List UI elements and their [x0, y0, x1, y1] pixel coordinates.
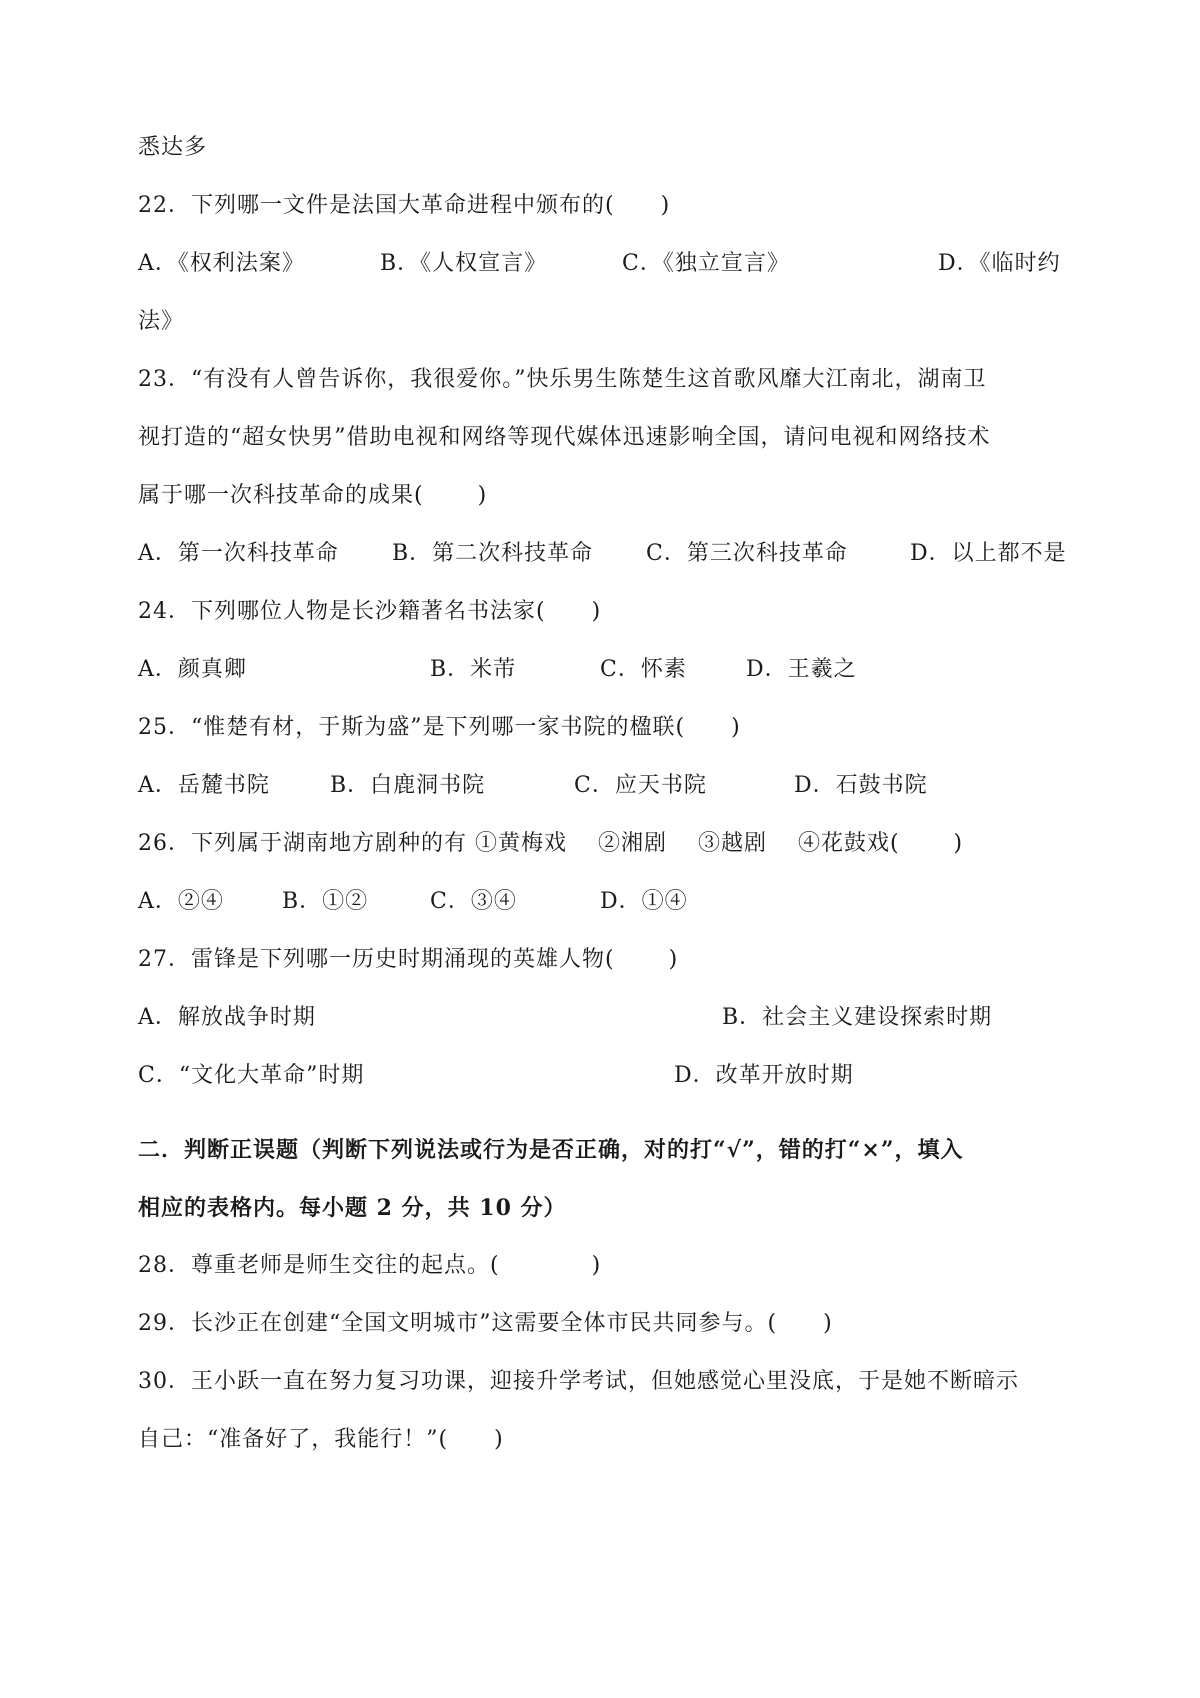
- q26-option-d: D．①④: [600, 889, 688, 914]
- q25-option-c: C．应天书院: [574, 773, 707, 798]
- question-25: 25．“惟楚有材，于斯为盛”是下列哪一家书院的楹联( ): [138, 715, 741, 740]
- text-line: 法》: [138, 309, 185, 334]
- question-30: 30．王小跃一直在努力复习功课，迎接升学考试，但她感觉心里没底，于是她不断暗示: [138, 1369, 1019, 1394]
- q22-option-b: B．《人权宣言》: [380, 251, 548, 276]
- q24-option-d: D．王羲之: [746, 657, 857, 682]
- q27-option-a: A．解放战争时期: [138, 1005, 316, 1030]
- q23-option-c: C．第三次科技革命: [646, 541, 848, 566]
- q25-option-d: D．石鼓书院: [794, 773, 928, 798]
- section-heading: 二．判断正误题（判断下列说法或行为是否正确，对的打“√”，错的打“×”，填入: [138, 1137, 964, 1163]
- q25-option-a: A．岳麓书院: [138, 773, 270, 798]
- q27-option-b: B．社会主义建设探索时期: [722, 1005, 993, 1030]
- q26-option-a: A．②④: [138, 889, 224, 914]
- question-24: 24．下列哪位人物是长沙籍著名书法家( ): [138, 599, 602, 624]
- question-27: 27．雷锋是下列哪一历史时期涌现的英雄人物( ): [138, 947, 679, 972]
- question-22: 22．下列哪一文件是法国大革命进程中颁布的( ): [138, 193, 671, 218]
- q22-option-d: D．《临时约: [938, 251, 1061, 276]
- question-29: 29．长沙正在创建“全国文明城市”这需要全体市民共同参与。( ): [138, 1311, 833, 1336]
- text-line: 视打造的“超女快男”借助电视和网络等现代媒体迅速影响全国，请问电视和网络技术: [138, 425, 991, 450]
- q25-option-b: B．白鹿洞书院: [330, 773, 486, 798]
- q23-option-a: A．第一次科技革命: [138, 541, 339, 566]
- section-heading-cont: 相应的表格内。每小题 2 分，共 10 分）: [138, 1195, 567, 1221]
- question-28: 28．尊重老师是师生交往的起点。( ): [138, 1253, 602, 1278]
- q22-option-a: A．《权利法案》: [138, 251, 305, 276]
- q24-option-b: B．米芾: [430, 657, 517, 682]
- q23-option-d: D．以上都不是: [910, 541, 1067, 566]
- q26-option-b: B．①②: [282, 889, 369, 914]
- q23-option-b: B．第二次科技革命: [392, 541, 594, 566]
- q27-option-d: D．改革开放时期: [674, 1063, 854, 1088]
- q27-option-c: C．“文化大革命”时期: [138, 1063, 365, 1088]
- q22-option-c: C．《独立宣言》: [622, 251, 790, 276]
- question-23: 23．“有没有人曾告诉你，我很爱你。”快乐男生陈楚生这首歌风靡大江南北，湖南卫: [138, 367, 987, 392]
- text-line: 属于哪一次科技革命的成果( ): [138, 483, 488, 508]
- text-line: 自己：“准备好了，我能行！”( ): [138, 1427, 504, 1452]
- text-line: 悉达多: [138, 135, 208, 160]
- q26-option-c: C．③④: [430, 889, 517, 914]
- question-26: 26．下列属于湖南地方剧种的有 ①黄梅戏 ②湘剧 ③越剧 ④花鼓戏( ): [138, 831, 964, 856]
- q24-option-a: A．颜真卿: [138, 657, 247, 682]
- q24-option-c: C．怀素: [600, 657, 687, 682]
